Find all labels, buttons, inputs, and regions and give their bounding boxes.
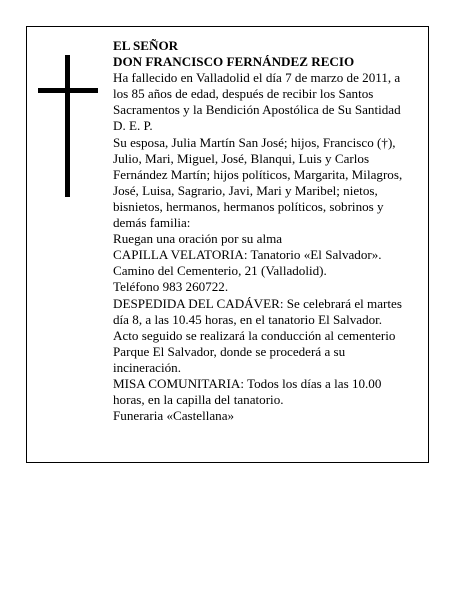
deceased-name: DON FRANCISCO FERNÁNDEZ RECIO	[113, 54, 355, 70]
text-line: demás familia:	[113, 215, 191, 231]
text-line: Funeraria «Castellana»	[113, 408, 235, 424]
text-line: Teléfono 983 260722.	[113, 279, 229, 295]
text-line: Su esposa, Julia Martín San José; hijos, Francisco (†),	[113, 134, 396, 150]
text-line: DESPEDIDA DEL CADÁVER: Se celebrará el martes	[113, 295, 402, 311]
text-line: Sacramentos y la Bendición Apostólica de Su Santidad	[113, 102, 401, 118]
text-line: bisnietos, hermanos, hermanos políticos, sobrinos y	[113, 198, 384, 214]
obituary-text	[113, 38, 419, 424]
honorific-title: EL SEÑOR	[113, 38, 179, 53]
text-line: Parque El Salvador, donde se procederá a su	[113, 343, 346, 359]
text-line: día 8, a las 10.45 horas, en el tanatorio El Salvador.	[113, 311, 383, 327]
text-line: incineración.	[113, 359, 181, 375]
cross-horizontal-bar	[38, 88, 98, 93]
text-line: Camino del Cementerio, 21 (Valladolid).	[113, 263, 327, 279]
text-line: Ha fallecido en Valladolid el día 7 de marzo de 2011, a	[113, 70, 401, 86]
text-line: Acto seguido se realizará la conducción al cementerio	[113, 327, 396, 343]
text-line: Ruegan una oración por su alma	[113, 231, 283, 247]
text-line: Fernández Martín; hijos políticos, Margarita, Milagros,	[113, 166, 403, 182]
text-line: Julio, Mari, Miguel, José, Blanqui, Luis y Carlos	[113, 150, 370, 166]
text-line: horas, en la capilla del tanatorio.	[113, 392, 284, 408]
text-line: los 85 años de edad, después de recibir los Santos	[113, 86, 374, 102]
cross-icon	[38, 55, 98, 197]
text-line: CAPILLA VELATORIA: Tanatorio «El Salvador».	[113, 247, 382, 263]
cross-vertical-bar	[65, 55, 70, 197]
text-line: MISA COMUNITARIA: Todos los días a las 10.00	[113, 375, 382, 391]
text-line: José, Luisa, Sagrario, Javi, Mari y Maribel; nietos,	[113, 182, 378, 198]
text-line: D. E. P.	[113, 118, 153, 134]
